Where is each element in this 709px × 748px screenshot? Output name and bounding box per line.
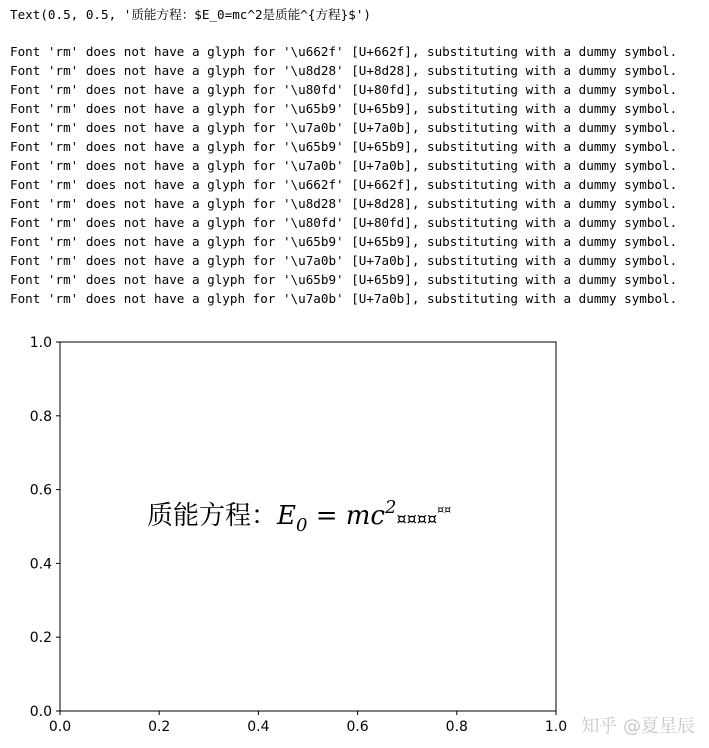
y-tick-label: 0.4	[29, 556, 52, 573]
annotation-dummy-superscript: ¤¤	[437, 503, 452, 516]
warning-line: Font 'rm' does not have a glyph for '\u8d28' [U+8d28], substituting with a dummy symbol.	[10, 63, 678, 78]
y-axis	[30, 335, 60, 720]
annotation-subscript: 0	[296, 515, 308, 536]
y-tick-label: 1.0	[29, 335, 52, 351]
y-tick-label: 0.2	[29, 630, 52, 647]
cell-output-result: Text(0.5, 0.5, '质能方程：$E_0=mc^2是质能^{方程}$')	[10, 7, 371, 22]
y-tick-label: 0.8	[29, 408, 52, 425]
warning-line: Font 'rm' does not have a glyph for '\u65b9' [U+65b9], substituting with a dummy symbol.	[10, 272, 678, 287]
annotation-dummy-glyphs: ¤¤¤¤	[396, 509, 438, 528]
annotation-mc: mc	[345, 501, 385, 531]
warning-line: Font 'rm' does not have a glyph for '\u662f' [U+662f], substituting with a dummy symbol.	[10, 177, 678, 192]
y-tick-label: 0.0	[29, 704, 52, 720]
x-tick-label: 0.2	[148, 719, 171, 735]
y-tick-label: 0.6	[29, 482, 52, 499]
warning-line: Font 'rm' does not have a glyph for '\u65b9' [U+65b9], substituting with a dummy symbol.	[10, 139, 678, 154]
annotation-e: E	[277, 501, 296, 531]
warning-line: Font 'rm' does not have a glyph for '\u7a0b' [U+7a0b], substituting with a dummy symbol.	[10, 291, 678, 306]
warning-line: Font 'rm' does not have a glyph for '\u8d28' [U+8d28], substituting with a dummy symbol.	[10, 196, 678, 211]
warning-line: Font 'rm' does not have a glyph for '\u80fd' [U+80fd], substituting with a dummy symbol.	[10, 82, 678, 97]
warning-line: Font 'rm' does not have a glyph for '\u7a0b' [U+7a0b], substituting with a dummy symbol.	[10, 253, 678, 268]
x-tick-label: 0.8	[445, 719, 468, 735]
warning-line: Font 'rm' does not have a glyph for '\u65b9' [U+65b9], substituting with a dummy symbol.	[10, 234, 678, 249]
cell-output-warnings	[10, 42, 677, 308]
annotation-prefix: 质能方程：	[147, 501, 278, 531]
annotation-superscript: 2	[385, 497, 397, 518]
x-tick-label: 0.6	[346, 719, 369, 735]
warning-line: Font 'rm' does not have a glyph for '\u80fd' [U+80fd], substituting with a dummy symbol.	[10, 215, 678, 230]
annotation-equals: =	[307, 501, 346, 531]
matplotlib-figure	[0, 330, 600, 748]
watermark: 知乎 @夏星辰	[581, 716, 695, 737]
x-tick-label: 0.4	[247, 719, 270, 735]
x-tick-label: 0.0	[48, 719, 72, 735]
warning-line: Font 'rm' does not have a glyph for '\u662f' [U+662f], substituting with a dummy symbol.	[10, 44, 678, 59]
warning-line: Font 'rm' does not have a glyph for '\u7a0b' [U+7a0b], substituting with a dummy symbol.	[10, 158, 678, 173]
x-axis	[49, 711, 567, 735]
warning-line: Font 'rm' does not have a glyph for '\u65b9' [U+65b9], substituting with a dummy symbol.	[10, 101, 678, 116]
x-tick-label: 1.0	[544, 719, 568, 735]
warning-line: Font 'rm' does not have a glyph for '\u7a0b' [U+7a0b], substituting with a dummy symbol.	[10, 120, 678, 135]
